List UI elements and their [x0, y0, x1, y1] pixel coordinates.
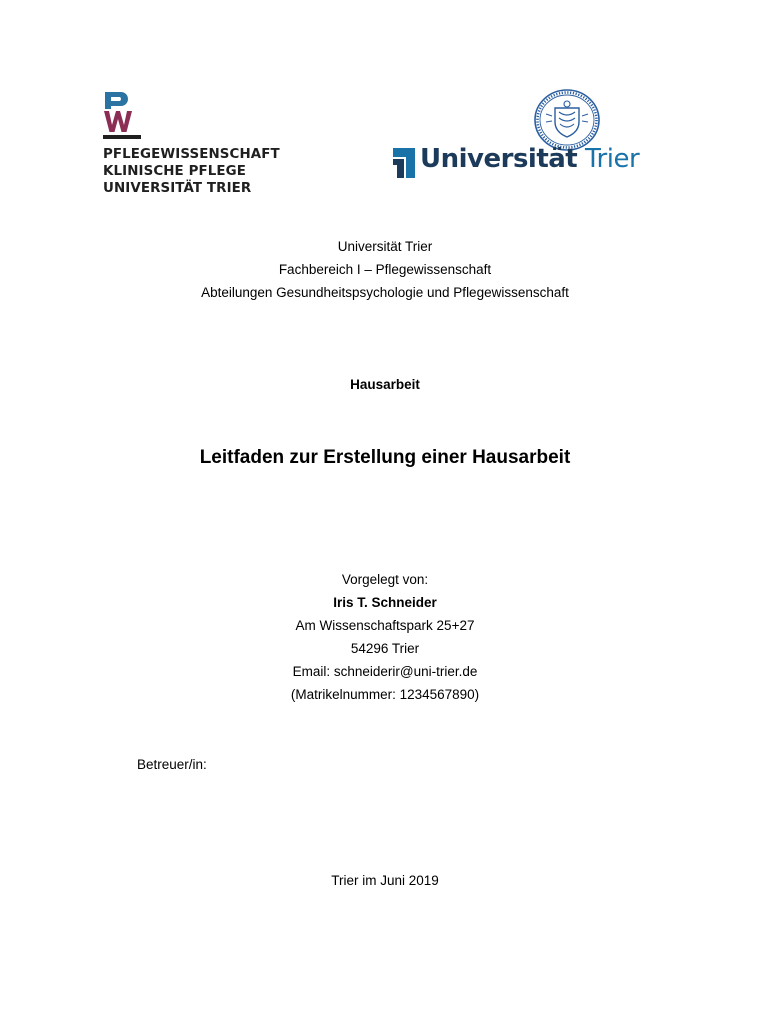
document-type: Hausarbeit: [350, 377, 420, 392]
submitted-by-label: Vorgelegt von:: [341, 572, 429, 587]
trier-logo-mark-icon: [393, 148, 415, 178]
logo-line-2: KLINISCHE PFLEGE: [103, 164, 246, 179]
author-matriculation: (Matrikelnummer: 1234567890): [290, 687, 480, 702]
author-email: Email: schneiderir@uni-trier.de: [292, 664, 478, 679]
author-name: Iris T. Schneider: [333, 595, 437, 610]
author-street: Am Wissenschaftspark 25+27: [295, 618, 475, 633]
university-name-light: Trier: [585, 144, 640, 174]
logo-line-1: PFLEGEWISSENSCHAFT: [103, 147, 280, 162]
division-line: Abteilungen Gesundheitspsychologie und Pflegewissenschaft: [201, 285, 569, 300]
university-name: [420, 144, 639, 174]
institution-block: [0, 235, 770, 304]
pflegewissenschaft-logo-text: [103, 146, 303, 196]
pw-monogram-icon: [103, 92, 143, 142]
document-title: Leitfaden zur Erstellung einer Hausarbeit: [199, 447, 571, 468]
author-block: [0, 568, 770, 706]
department-line: Fachbereich I – Pflegewissenschaft: [278, 262, 492, 277]
university-seal-icon: [533, 88, 601, 152]
university-line: Universität Trier: [337, 239, 433, 254]
author-city: 54296 Trier: [350, 641, 420, 656]
supervisor-label: Betreuer/in:: [137, 757, 207, 772]
pflegewissenschaft-logo: [103, 92, 303, 196]
place-date: Trier im Juni 2019: [331, 873, 439, 888]
university-name-bold: Universität: [420, 144, 578, 174]
logo-line-3: UNIVERSITÄT TRIER: [103, 181, 252, 196]
